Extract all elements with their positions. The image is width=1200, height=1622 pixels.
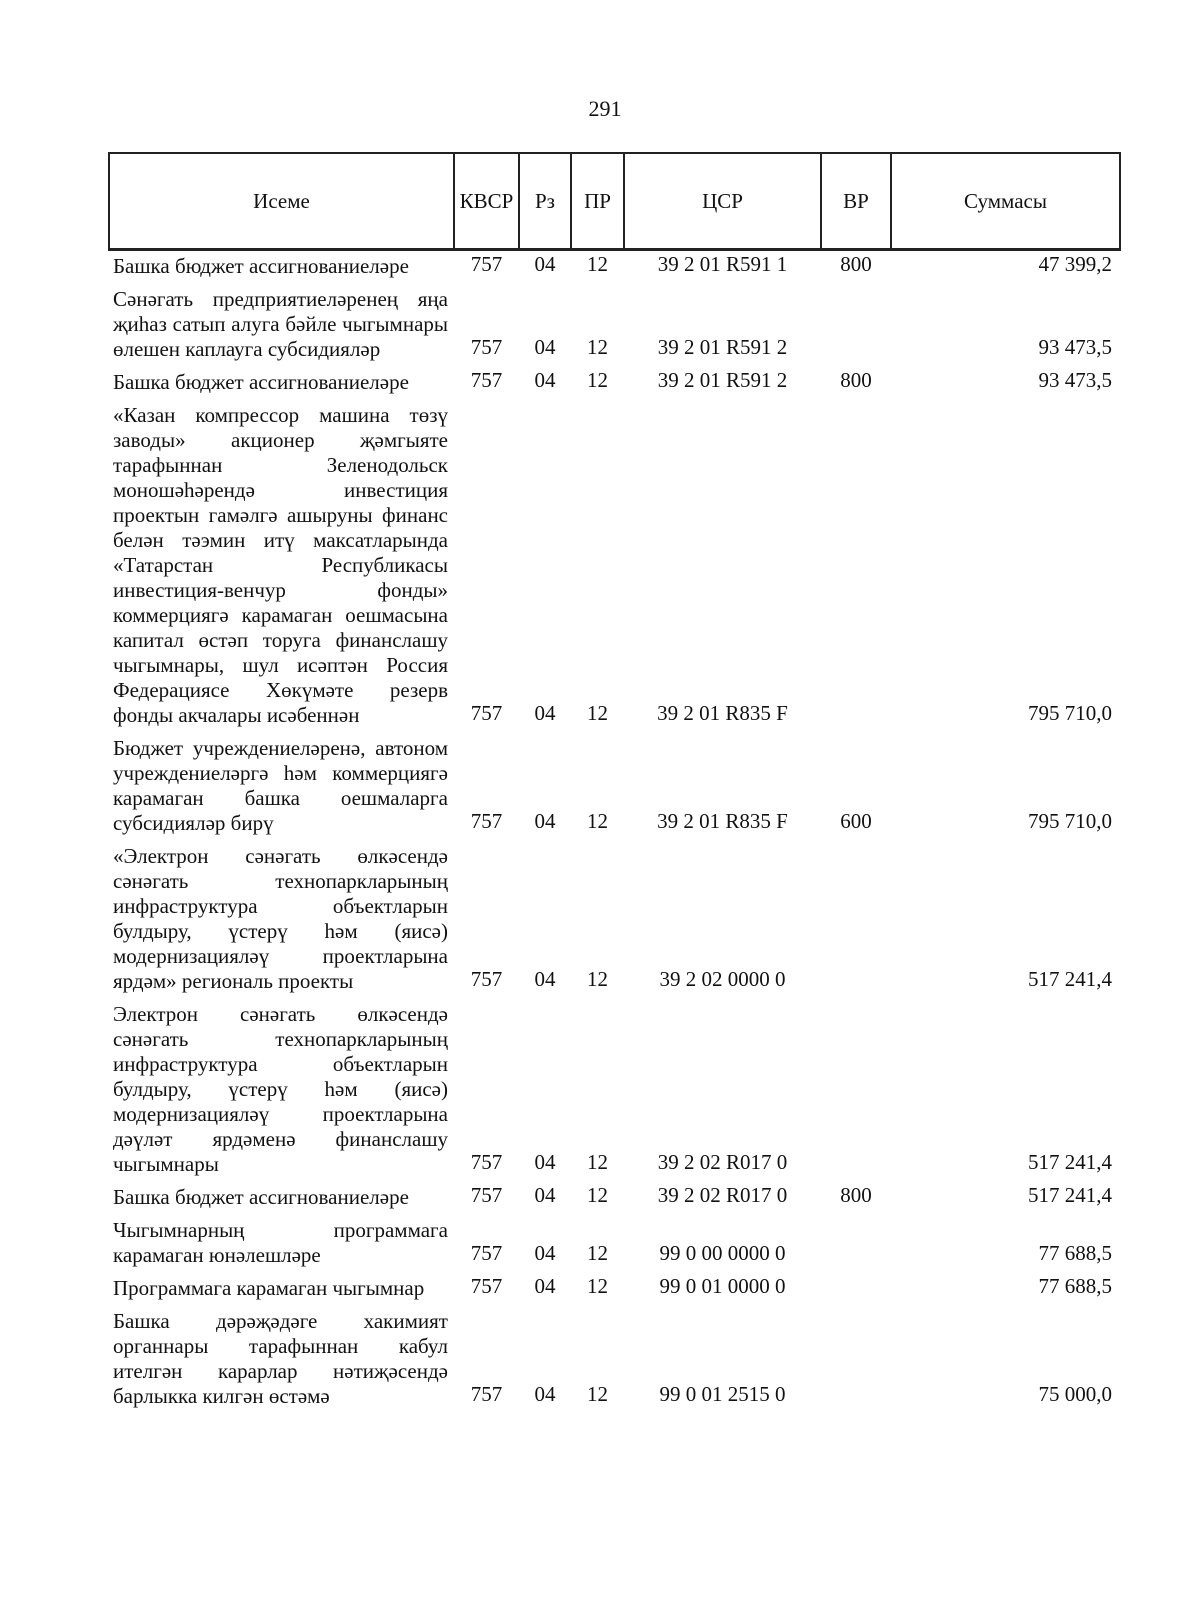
row-name: Башка дәрәҗәдәге хакимият органнары тарафыннан кабул ителгән карарлар нәтиҗәсендә барлыкка килгән өстәмә bbox=[113, 1309, 448, 1408]
row-pr: 12 bbox=[587, 809, 608, 833]
row-sum: 75 000,0 bbox=[1038, 1382, 1112, 1406]
row-rz: 04 bbox=[534, 1382, 556, 1406]
column-header-csr: ЦСР bbox=[624, 153, 821, 250]
row-name: Сәнәгать предприятиеләренең яңа җиһаз сатып алуга бәйле чыгымнары өлешен каплауга субсидияләр bbox=[113, 287, 448, 361]
row-pr: 12 bbox=[587, 701, 608, 725]
table-row bbox=[109, 1215, 1120, 1273]
row-csr: 39 2 02 R017 0 bbox=[657, 1150, 788, 1174]
row-name: Башка бюджет ассигнованиеләре bbox=[113, 370, 409, 394]
row-kvsr: 757 bbox=[470, 368, 503, 392]
row-pr: 12 bbox=[587, 1274, 608, 1298]
table-row bbox=[109, 733, 1120, 841]
row-csr: 39 2 02 0000 0 bbox=[659, 967, 786, 991]
row-name: Электрон сәнәгать өлкәсендә сәнәгать технопаркларының инфраструктура объектларын булдыру, үстерү һәм (яисә) модернизацияләү проектларына дәүләт ярдәменә финанслашу чыгымнары bbox=[113, 1002, 448, 1176]
table-row bbox=[109, 1273, 1120, 1306]
row-csr: 99 0 01 0000 0 bbox=[659, 1274, 786, 1298]
column-header-kvsr: КВСР bbox=[454, 153, 519, 250]
table-row bbox=[109, 250, 1120, 285]
row-vr: 800 bbox=[840, 1183, 872, 1207]
row-pr: 12 bbox=[587, 368, 608, 392]
column-header-pr: ПР bbox=[571, 153, 624, 250]
row-name: Чыгымнарның программага карамаган юнәлешләре bbox=[113, 1218, 448, 1267]
row-vr bbox=[821, 841, 891, 999]
row-pr: 12 bbox=[587, 1241, 608, 1265]
row-kvsr: 757 bbox=[470, 1274, 503, 1298]
row-name: «Электрон сәнәгать өлкәсендә сәнәгать технопаркларының инфраструктура объектларын булдыру, үстерү һәм (яисә) модернизацияләү проектларына ярдәм» региональ проекты bbox=[113, 844, 448, 993]
row-sum: 517 241,4 bbox=[1028, 1150, 1112, 1174]
row-kvsr: 757 bbox=[470, 252, 503, 276]
row-pr: 12 bbox=[587, 1382, 608, 1406]
row-sum: 77 688,5 bbox=[1038, 1274, 1112, 1298]
row-vr bbox=[821, 400, 891, 733]
row-rz: 04 bbox=[534, 335, 556, 359]
column-header-rz: Рз bbox=[519, 153, 571, 250]
row-kvsr: 757 bbox=[470, 1183, 503, 1207]
row-sum: 93 473,5 bbox=[1038, 335, 1112, 359]
row-vr: 600 bbox=[840, 809, 872, 833]
row-sum: 517 241,4 bbox=[1028, 967, 1112, 991]
row-kvsr: 757 bbox=[470, 967, 503, 991]
row-vr: 800 bbox=[840, 368, 872, 392]
row-rz: 04 bbox=[534, 809, 556, 833]
row-rz: 04 bbox=[534, 1150, 556, 1174]
table-row bbox=[109, 284, 1120, 367]
row-sum: 795 710,0 bbox=[1028, 701, 1112, 725]
table-row bbox=[109, 999, 1120, 1182]
table-header-row bbox=[109, 153, 1120, 250]
row-rz: 04 bbox=[534, 967, 556, 991]
row-csr: 39 2 01 R591 2 bbox=[657, 335, 788, 359]
row-pr: 12 bbox=[587, 967, 608, 991]
page-number: 291 bbox=[588, 96, 622, 121]
column-header-name: Исеме bbox=[109, 153, 454, 250]
budget-table bbox=[108, 152, 1121, 1414]
table-row bbox=[109, 1182, 1120, 1215]
table-row bbox=[109, 1306, 1120, 1414]
row-pr: 12 bbox=[587, 252, 608, 276]
row-vr bbox=[821, 999, 891, 1182]
row-name: Башка бюджет ассигнованиеләре bbox=[113, 1185, 409, 1209]
row-csr: 99 0 00 0000 0 bbox=[659, 1241, 786, 1265]
table-row bbox=[109, 367, 1120, 400]
row-sum: 517 241,4 bbox=[1028, 1183, 1112, 1207]
row-rz: 04 bbox=[534, 1241, 556, 1265]
row-name: Программага карамаган чыгымнар bbox=[113, 1276, 425, 1300]
row-pr: 12 bbox=[587, 335, 608, 359]
row-kvsr: 757 bbox=[470, 701, 503, 725]
table-row bbox=[109, 400, 1120, 733]
row-csr: 39 2 01 R591 2 bbox=[657, 368, 788, 392]
row-rz: 04 bbox=[534, 252, 556, 276]
column-header-sum: Суммасы bbox=[891, 153, 1120, 250]
row-pr: 12 bbox=[587, 1183, 608, 1207]
row-vr bbox=[821, 1273, 891, 1306]
row-kvsr: 757 bbox=[470, 809, 503, 833]
row-name: Бюджет учреждениеләренә, автоном учреждениеләргә һәм коммерциягә карамаган башка оешмаларга субсидияләр бирү bbox=[113, 736, 448, 835]
row-kvsr: 757 bbox=[470, 1150, 503, 1174]
row-kvsr: 757 bbox=[470, 1241, 503, 1265]
row-sum: 47 399,2 bbox=[1038, 252, 1112, 276]
row-sum: 93 473,5 bbox=[1038, 368, 1112, 392]
row-csr: 39 2 01 R835 F bbox=[657, 809, 788, 833]
column-header-vr: ВР bbox=[821, 153, 891, 250]
row-vr bbox=[821, 1306, 891, 1414]
row-csr: 39 2 01 R591 1 bbox=[657, 252, 788, 276]
row-name: «Казан компрессор машина төзү заводы» акционер җәмгыяте тарафыннан Зеленодольск моношәһәрендә инвестиция проектын гамәлгә ашыруны финанс белән тәэмин итү максатларында «Татарстан Республикасы инвестиция-венчур фонды» коммерциягә карамаган оешмасына капитал өстәп торуга финанслашу чыгымнары, шул исәптән Россия Федерациясе Хөкүмәте резерв фонды акчалары исәбеннән bbox=[113, 403, 448, 727]
row-name: Башка бюджет ассигнованиеләре bbox=[113, 254, 409, 278]
row-rz: 04 bbox=[534, 368, 556, 392]
row-rz: 04 bbox=[534, 1183, 556, 1207]
row-pr: 12 bbox=[587, 1150, 608, 1174]
row-rz: 04 bbox=[534, 701, 556, 725]
table-row bbox=[109, 841, 1120, 999]
row-vr bbox=[821, 284, 891, 367]
row-rz: 04 bbox=[534, 1274, 556, 1298]
row-sum: 795 710,0 bbox=[1028, 809, 1112, 833]
row-kvsr: 757 bbox=[470, 335, 503, 359]
row-csr: 39 2 01 R835 F bbox=[657, 701, 788, 725]
row-kvsr: 757 bbox=[470, 1382, 503, 1406]
row-csr: 39 2 02 R017 0 bbox=[657, 1183, 788, 1207]
row-vr: 800 bbox=[840, 252, 872, 276]
row-sum: 77 688,5 bbox=[1038, 1241, 1112, 1265]
row-csr: 99 0 01 2515 0 bbox=[659, 1382, 786, 1406]
row-vr bbox=[821, 1215, 891, 1273]
